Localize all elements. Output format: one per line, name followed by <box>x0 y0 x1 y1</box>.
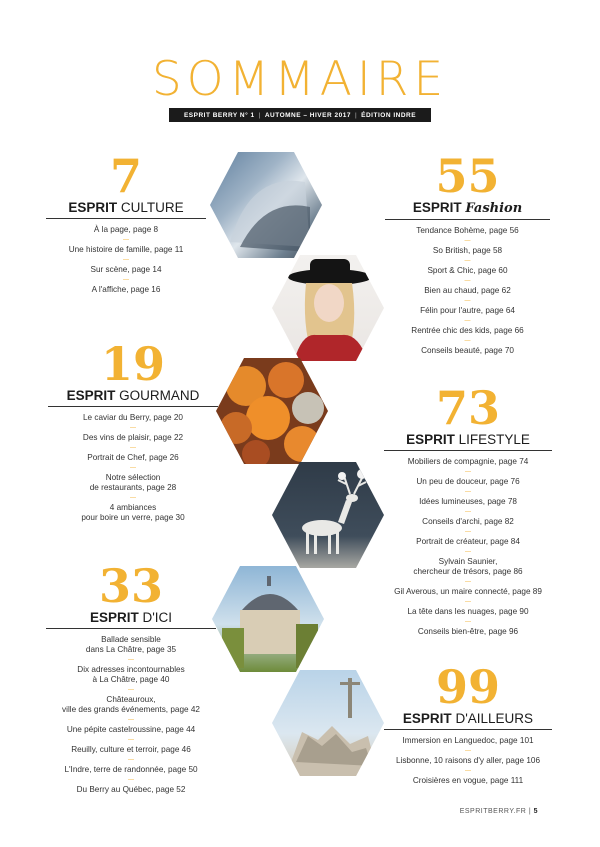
toc-entry: — Portrait de Chef, page 26 <box>48 443 218 463</box>
monument-shape <box>272 670 384 776</box>
toc-entry: — Sylvain Saunier, chercheur de trésors, page 86 <box>384 547 552 577</box>
section-items <box>384 457 552 637</box>
toc-entry: — Du Berry au Québec, page 52 <box>46 775 216 795</box>
toc-entry: — Conseils beauté, page 70 <box>385 336 550 356</box>
toc-entry: Tendance Bohème, page 56 <box>416 226 519 235</box>
toc-entry: — Une pépite castelroussine, page 44 <box>46 715 216 735</box>
section-heading: ESPRIT D'AILLEURS <box>402 711 534 726</box>
toc-entry: Mobiliers de compagnie, page 74 <box>407 457 529 466</box>
section-items <box>384 736 552 786</box>
section-items <box>48 413 218 523</box>
deer-sculpture-photo <box>272 462 384 568</box>
fashion-portrait-photo <box>272 255 384 361</box>
section-number: 73 <box>435 381 500 435</box>
portrait-shape <box>272 255 384 361</box>
toc-entry: — Une histoire de famille, page 11 <box>46 235 206 255</box>
divider <box>46 218 206 219</box>
divider <box>384 729 552 730</box>
toc-entry: — Lisbonne, 10 raisons d'y aller, page 106 <box>384 746 552 766</box>
toc-entry: — Rentrée chic des kids, page 66 <box>385 316 550 336</box>
section-gourmand <box>48 337 218 523</box>
toc-entry: — La tête dans les nuages, page 90 <box>384 597 552 617</box>
page-number: 5 <box>533 808 538 815</box>
architecture-shape <box>210 152 322 258</box>
architecture-photo <box>210 152 322 258</box>
section-ailleurs <box>384 660 552 786</box>
page-title: SOMMAIRE <box>151 52 449 107</box>
section-items <box>385 226 550 356</box>
toc-entry: — Félin pour l'autre, page 64 <box>385 296 550 316</box>
toc-entry: Immersion en Languedoc, page 101 <box>402 736 534 745</box>
toc-entry: — So British, page 58 <box>385 236 550 256</box>
issue-number: ESPRIT BERRY N° 1 <box>183 111 255 119</box>
issue-strip <box>169 108 431 122</box>
toc-entry: Ballade sensible dans La Châtre, page 35 <box>85 635 177 654</box>
toc-entry: — Châteauroux, ville des grands événements, page 42 <box>46 685 216 715</box>
section-heading: ESPRIT Fashion <box>412 200 523 216</box>
toc-entry: À la page, page 8 <box>93 225 159 234</box>
chateau-shape <box>212 566 324 672</box>
divider <box>46 628 216 629</box>
toc-entry: — Croisières en vogue, page 111 <box>384 766 552 786</box>
toc-entry: — Gil Averous, un maire connecté, page 89 <box>384 577 552 597</box>
section-culture <box>46 149 206 295</box>
toc-entry: — Sport & Chic, page 60 <box>385 256 550 276</box>
toc-entry: — Conseils d'archi, page 82 <box>384 507 552 527</box>
section-items <box>46 635 216 795</box>
section-items <box>46 225 206 295</box>
section-number: 99 <box>435 660 500 714</box>
separator: | <box>354 111 358 119</box>
issue-season: AUTOMNE – HIVER 2017 <box>264 111 351 119</box>
issue-edition: ÉDITION INDRE <box>361 111 417 119</box>
section-number: 33 <box>98 559 163 613</box>
divider <box>384 450 552 451</box>
section-number: 55 <box>435 149 500 203</box>
section-heading: ESPRIT D'ICI <box>89 610 173 625</box>
toc-entry: — Dix adresses incontournables à La Châtre, page 40 <box>46 655 216 685</box>
toc-entry: — Sur scène, page 14 <box>46 255 206 275</box>
pumpkins-photo <box>216 358 328 464</box>
separator: | <box>258 111 261 119</box>
divider <box>48 406 218 407</box>
toc-entry: — 4 ambiances pour boire un verre, page 30 <box>48 493 218 523</box>
toc-entry: — Idées lumineuses, page 78 <box>384 487 552 507</box>
footer: ESPRITBERRY.FR | 5 <box>459 808 538 815</box>
chateau-photo <box>212 566 324 672</box>
toc-entry: Le caviar du Berry, page 20 <box>83 413 183 422</box>
footer-site: ESPRITBERRY.FR <box>459 808 527 815</box>
section-number: 7 <box>109 149 142 203</box>
toc-entry: — Des vins de plaisir, page 22 <box>48 423 218 443</box>
toc-entry: — Portrait de créateur, page 84 <box>384 527 552 547</box>
deer-shape <box>272 462 384 568</box>
toc-entry: — Notre sélection de restaurants, page 28 <box>48 463 218 493</box>
toc-entry: — Conseils bien-être, page 96 <box>384 617 552 637</box>
section-lifestyle <box>384 381 552 637</box>
section-number: 19 <box>100 337 165 391</box>
toc-entry: — Un peu de douceur, page 76 <box>384 467 552 487</box>
toc-entry: — Bien au chaud, page 62 <box>385 276 550 296</box>
toc-entry: — Reuilly, culture et terroir, page 46 <box>46 735 216 755</box>
section-heading: ESPRIT LIFESTYLE <box>406 432 530 447</box>
toc-entry: — L'Indre, terre de randonnée, page 50 <box>46 755 216 775</box>
section-heading: ESPRIT CULTURE <box>68 200 184 215</box>
section-ici <box>46 559 216 795</box>
pumpkins-shape <box>216 358 328 464</box>
section-fashion <box>385 149 550 356</box>
divider <box>385 219 550 220</box>
statue-monument-photo <box>272 670 384 776</box>
toc-entry: — A l'affiche, page 16 <box>46 275 206 295</box>
section-heading: ESPRIT GOURMAND <box>66 388 200 403</box>
